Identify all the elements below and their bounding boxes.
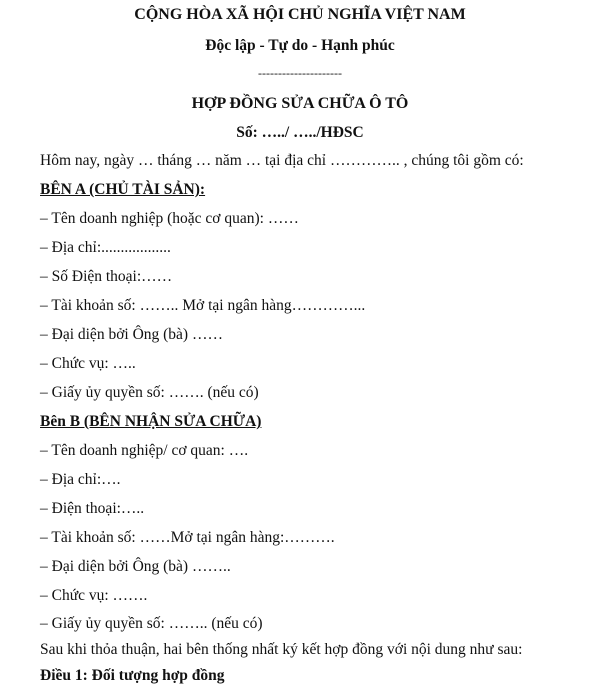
party-a-line: – Địa chỉ:.................. (40, 239, 171, 256)
party-a-line: – Chức vụ: ….. (40, 355, 136, 372)
party-b-line: – Chức vụ: ……. (40, 587, 148, 604)
party-b-line: – Tên doanh nghiệp/ cơ quan: …. (40, 442, 249, 459)
contract-title: HỢP ĐỒNG SỬA CHỮA Ô TÔ (191, 95, 409, 112)
header-separator: --------------------- (258, 66, 342, 80)
party-b-line: – Điện thoại:….. (40, 500, 145, 517)
party-b-line: – Đại diện bởi Ông (bà) …….. (40, 558, 231, 575)
party-a-heading: BÊN A (CHỦ TÀI SẢN): (40, 181, 206, 198)
party-b-line: – Giấy ủy quyền số: …….. (nếu có) (40, 615, 263, 632)
national-motto: Độc lập - Tự do - Hạnh phúc (205, 37, 395, 54)
party-b-heading: Bên B (BÊN NHẬN SỬA CHỮA) (40, 413, 262, 430)
party-a-line: – Tên doanh nghiệp (hoặc cơ quan): …… (40, 210, 299, 227)
article-1-heading: Điều 1: Đối tượng hợp đồng (40, 667, 225, 684)
party-b-line: – Tài khoản số: ……Mở tại ngân hàng:………. (40, 529, 335, 546)
party-a-line: – Giấy ủy quyền số: ……. (nếu có) (40, 384, 259, 401)
party-b-line: – Địa chỉ:…. (40, 471, 121, 488)
intro-line: Hôm nay, ngày … tháng … năm … tại địa chỉ ………….. , chúng tôi gồm có: (40, 152, 524, 169)
party-a-line: – Tài khoản số: …….. Mở tại ngân hàng…………... (40, 297, 366, 314)
country-heading: CỘNG HÒA XÃ HỘI CHỦ NGHĨA VIỆT NAM (134, 6, 466, 23)
party-a-line: – Số Điện thoại:…… (40, 268, 173, 285)
agreement-line: Sau khi thỏa thuận, hai bên thống nhất ký kết hợp đồng với nội dung như sau: (40, 641, 523, 658)
party-a-line: – Đại diện bởi Ông (bà) …… (40, 326, 223, 343)
contract-number: Số: …../ …../HĐSC (236, 124, 364, 141)
